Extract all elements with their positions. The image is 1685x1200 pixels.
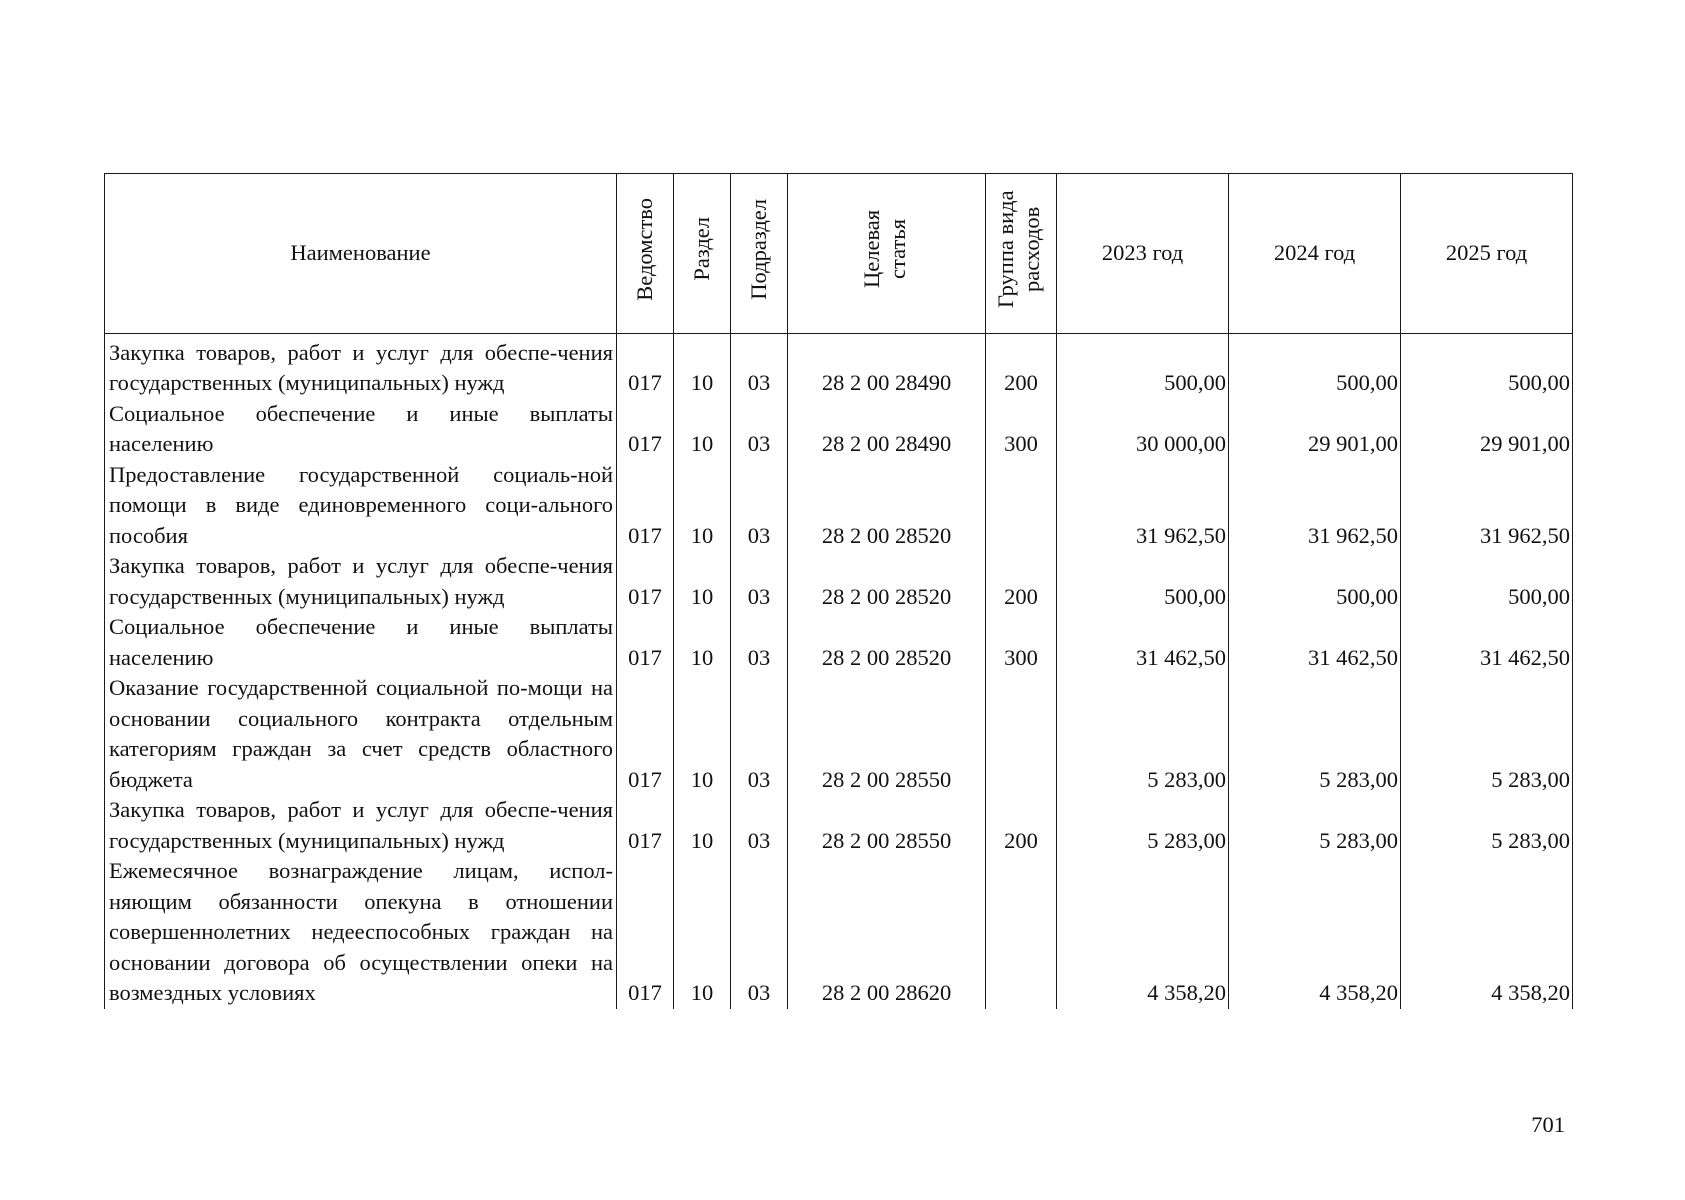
header-podrazdel-text: Подраздел: [746, 198, 771, 300]
row-podrazdel: 03: [731, 612, 788, 673]
page-number: 701: [1531, 1112, 1565, 1137]
table-row: [105, 551, 1573, 612]
row-celevaya: 28 2 00 28520: [788, 551, 986, 612]
header-name: [105, 174, 617, 334]
row-podrazdel: 03: [731, 673, 788, 795]
row-vedomstvo: 017: [617, 460, 674, 552]
row-gruppa: 200: [986, 333, 1057, 399]
header-2023-text: 2023 год: [1101, 240, 1184, 265]
table-row: [105, 333, 1573, 399]
table-row: [105, 795, 1573, 856]
row-podrazdel: 03: [731, 856, 788, 1009]
row-podrazdel: 03: [731, 795, 788, 856]
budget-table: [104, 173, 1573, 1009]
row-razdel: 10: [674, 333, 731, 399]
row-razdel: 10: [674, 460, 731, 552]
row-celevaya: 28 2 00 28550: [788, 795, 986, 856]
row-2023: 31 962,50: [1057, 460, 1229, 552]
row-razdel: 10: [674, 612, 731, 673]
row-podrazdel: 03: [731, 460, 788, 552]
row-2024: 500,00: [1229, 333, 1401, 399]
row-2024: 5 283,00: [1229, 673, 1401, 795]
table-row: [105, 460, 1573, 552]
table-header-row: [105, 174, 1573, 334]
row-razdel: 10: [674, 399, 731, 460]
row-2025: 500,00: [1401, 551, 1573, 612]
header-2025-text: 2025 год: [1445, 240, 1528, 265]
row-podrazdel: 03: [731, 333, 788, 399]
row-gruppa: 300: [986, 399, 1057, 460]
row-name: Закупка товаров, работ и услуг для обеспе-чения государственных (муниципальных) нужд: [105, 795, 617, 856]
row-2023: 500,00: [1057, 551, 1229, 612]
header-vedomstvo: [617, 174, 674, 334]
header-celevaya: [788, 174, 986, 334]
row-gruppa: 200: [986, 795, 1057, 856]
row-podrazdel: 03: [731, 399, 788, 460]
header-vedomstvo-text: Ведомство: [632, 197, 657, 301]
header-2025: [1401, 174, 1573, 334]
row-2023: 30 000,00: [1057, 399, 1229, 460]
row-vedomstvo: 017: [617, 551, 674, 612]
row-gruppa: [986, 856, 1057, 1009]
header-razdel: [674, 174, 731, 334]
row-name: Закупка товаров, работ и услуг для обеспе-чения государственных (муниципальных) нужд: [105, 551, 617, 612]
row-2025: 29 901,00: [1401, 399, 1573, 460]
row-2024: 5 283,00: [1229, 795, 1401, 856]
row-2025: 31 962,50: [1401, 460, 1573, 552]
table-row: [105, 673, 1573, 795]
header-2024-text: 2024 год: [1273, 240, 1356, 265]
header-razdel-text: Раздел: [689, 217, 714, 281]
row-2025: 5 283,00: [1401, 673, 1573, 795]
row-2025: 31 462,50: [1401, 612, 1573, 673]
row-2024: 31 462,50: [1229, 612, 1401, 673]
row-vedomstvo: 017: [617, 673, 674, 795]
row-vedomstvo: 017: [617, 333, 674, 399]
row-2024: 29 901,00: [1229, 399, 1401, 460]
row-2023: 5 283,00: [1057, 795, 1229, 856]
row-razdel: 10: [674, 856, 731, 1009]
table-row: [105, 612, 1573, 673]
row-gruppa: 300: [986, 612, 1057, 673]
row-vedomstvo: 017: [617, 399, 674, 460]
row-celevaya: 28 2 00 28550: [788, 673, 986, 795]
row-2025: 4 358,20: [1401, 856, 1573, 1009]
row-celevaya: 28 2 00 28520: [788, 612, 986, 673]
row-2023: 5 283,00: [1057, 673, 1229, 795]
row-gruppa: [986, 673, 1057, 795]
row-2024: 31 962,50: [1229, 460, 1401, 552]
row-razdel: 10: [674, 795, 731, 856]
header-podrazdel: [731, 174, 788, 334]
header-2024: [1229, 174, 1401, 334]
row-2024: 4 358,20: [1229, 856, 1401, 1009]
row-name: Социальное обеспечение и иные выплаты населению: [105, 612, 617, 673]
row-gruppa: [986, 460, 1057, 552]
header-gruppa-text: Группа вида расходов: [993, 190, 1044, 308]
header-gruppa: [986, 174, 1057, 334]
row-vedomstvo: 017: [617, 856, 674, 1009]
row-celevaya: 28 2 00 28520: [788, 460, 986, 552]
header-celevaya-text: Целевая статья: [858, 209, 910, 289]
row-name: Ежемесячное вознаграждение лицам, испол-няющим обязанности опекуна в отношении совершеннолетних недееспособных граждан на основании договора об осуществлении опеки на возмездных условиях: [105, 856, 617, 1009]
header-name-text: Наименование: [290, 240, 431, 265]
row-2025: 5 283,00: [1401, 795, 1573, 856]
row-razdel: 10: [674, 673, 731, 795]
row-vedomstvo: 017: [617, 795, 674, 856]
row-gruppa: 200: [986, 551, 1057, 612]
table-row: [105, 399, 1573, 460]
row-2025: 500,00: [1401, 333, 1573, 399]
row-name: Оказание государственной социальной по-мощи на основании социального контракта отдельным категориям граждан за счет средств областного бюджета: [105, 673, 617, 795]
table-body: [105, 333, 1573, 1009]
row-name: Закупка товаров, работ и услуг для обеспе-чения государственных (муниципальных) нужд: [105, 333, 617, 399]
row-celevaya: 28 2 00 28490: [788, 399, 986, 460]
row-celevaya: 28 2 00 28490: [788, 333, 986, 399]
row-2023: 31 462,50: [1057, 612, 1229, 673]
row-celevaya: 28 2 00 28620: [788, 856, 986, 1009]
row-2023: 500,00: [1057, 333, 1229, 399]
row-razdel: 10: [674, 551, 731, 612]
row-2023: 4 358,20: [1057, 856, 1229, 1009]
row-podrazdel: 03: [731, 551, 788, 612]
row-vedomstvo: 017: [617, 612, 674, 673]
row-2024: 500,00: [1229, 551, 1401, 612]
row-name: Предоставление государственной социаль-ной помощи в виде единовременного соци-ального пособия: [105, 460, 617, 552]
header-2023: [1057, 174, 1229, 334]
row-name: Социальное обеспечение и иные выплаты населению: [105, 399, 617, 460]
table-row: [105, 856, 1573, 1009]
